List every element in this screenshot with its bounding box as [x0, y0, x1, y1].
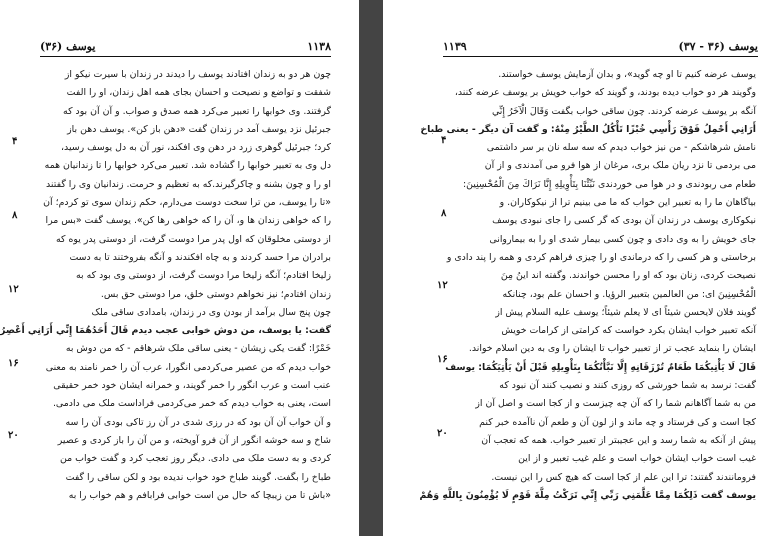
text-line: ایشان را بنماید عجب تر از تعبیر خواب تا ایشان را وی به دین اسلام خواند. [468, 343, 756, 355]
text-line: و آن خواب آن آن بود که در رزی شدی در آن رز تاکی بودی آن را سه [65, 416, 331, 428]
line-number: ۲۰ [437, 428, 448, 439]
text-line: از دوستی مخلوقان که اول پدر مرا دوست گرفت، از دوستی پدر یوه که [56, 233, 331, 245]
left-page [0, 0, 359, 536]
text-line: را که خواهی زندان ها و، آن را که خواهی رها کن». یوسف گفت «بس مرا [45, 215, 331, 227]
text-line: زلیخا افتادم؛ آنگه زلیخا مرا دوست گرفت، از دوستی وی بود که به [75, 270, 331, 282]
book-spine-gutter [359, 0, 383, 536]
text-line: گفت: نرسد به شما خورشی که روزی کنند و نصیب کنند آن نبود که [499, 380, 756, 392]
text-line: طباخ را بگفت. گویند طباخ خود خواب ندیده بود و لکن ساقی را گفت [65, 471, 331, 483]
line-number: ۸ [441, 208, 447, 219]
text-line: یوسف عرضه کنیم تا او چه گوید»، و بدان آزمایش یوسف خواستند. [498, 69, 756, 80]
text-line: زندان افتادم؛ نیز نخواهم دوستی خلق، مرا دوستی حق بس. [100, 288, 331, 300]
text-line: خواب دیدم که من عصیر می‌کردمی انگورا، عرب آن را خمر نامند به معنی [45, 361, 331, 373]
text-line: الْمُحْسِنِينَ ای: من العالمین بتعبیر الرؤیا. و احسان علم بود، چنانکه [502, 288, 756, 300]
line-number: ۱۲ [437, 280, 448, 291]
right-page-number: ۱۱۳۹ [443, 40, 467, 53]
text-line: خَمْرًا: گفت یکی زیشان - یعنی ساقی ملک شرهاقم - که من دوش به [65, 343, 331, 355]
text-line: گفت: یا یوسف، من دوش خوابی عجب دیدم قَالَ أَحَدُهُمَا إِنِّي أَرَانِي أَعْصِرُ [0, 325, 331, 337]
text-line: نصیحت کردی، زنان بود که او را محسن خواندند. وگفته اند اینُ مِنَ [500, 270, 756, 282]
right-running-title: یوسف (۳۶ - ۳۷) [678, 40, 758, 53]
text-line: نامش شرهاشکم - من نیز خواب دیدم که سه سله نان بر سر داشتمی [486, 142, 756, 154]
left-page-number: ۱۱۳۸ [307, 40, 331, 53]
text-line: گرفتند. وی خوابها را تعبیر می‌کرد همه صدق و صواب. و آن آن بود که [63, 105, 331, 117]
text-line: برادران مرا حسد کردند و به چاه افکندند و آنگه بفروختند تا به دست [69, 251, 331, 263]
text-line: دل وی به تعبیر خوابها را گشاده شد. تعبیر می‌کرد خوابها را تا زندانیان همه [44, 160, 331, 172]
text-line: برخاستی و هر کسی را که درماندی او را چیزی فراهم کردی و همه را پند دادی و [446, 251, 756, 263]
text-line: یوسف گفت ذَلِكُمَا مِمَّا عَلَّمَنِي رَبِّي إِنِّي تَرَكْتُ مِلَّةَ قَوْمٍ لَا يُؤْمِنُونَ بِاللَّهِ وَهُمْ [419, 489, 756, 501]
line-number: ۸ [12, 210, 18, 221]
text-line: جای خویش را به وی دادی و چون کسی بیمار شدی او را به بیماروانی [489, 233, 756, 245]
text-line: کرد؛ جبرئیل گوهری زرد در دهن وی افکند، نور آن به دل یوسف رسید، [61, 142, 331, 154]
text-line: او را و چون بشنه و چاکرگیرند.که به تعظیم و حرمت. زندانیان وی را گفتند [46, 178, 331, 190]
line-number: ۴ [12, 136, 18, 147]
text-line: «باش تا من زیبچا که حال من است خوابی فرابافم و هم خواب را به [68, 489, 331, 501]
left-page-header [40, 40, 331, 57]
line-number: ۱۲ [8, 284, 19, 295]
line-number: ۱۶ [437, 354, 448, 365]
text-line: آنگه بر یوسف عرضه کردند. چون ساقی خواب بگفت وَقَالَ الْآخَرُ إِنِّي [491, 105, 756, 117]
text-line: بیاگاهان ما را به تعبیر این خواب که ما می بینیم ترا از نیکوکاران. و [499, 197, 756, 209]
text-line: من به شما آگاهانم شما را که آن چه چیزست و از کجا است و اصل آن از [475, 398, 756, 410]
text-line: قَالَ لَا يَأْتِيكُمَا طَعَامٌ تُرْزَقَانِهِ إِلَّا نَبَّأْتُكُمَا بِتَأْوِيلِهِ قَبْلَ أَنْ يَأْتِيَكُمَا: یوسف [445, 361, 756, 373]
text-line: چون پنج سال برآمد از بودن وی در زندان، بامدادی ساقی ملک [91, 306, 331, 318]
text-line: «تا را یوسف، من ترا سخت دوست می‌دارم، حکم زندان سوی تو کردم؛ آن [43, 197, 331, 209]
text-line: شفقت و تواضع و نصیحت و احسان بجای همه اهل زندان، او را الفت [66, 87, 331, 99]
left-running-title: یوسف (۳۶) [40, 40, 96, 53]
text-line: شاخ و سه خوشه انگور از آن فرو آویخته، و من آن را باز کردی و عصیر [57, 434, 331, 446]
text-line: گویند فلان لایحسن شیئاً ای لا یعلم شیئاً؛ یوسف علیه السلام پیش از [495, 306, 756, 318]
text-line: است، یعنی به خواب دیدم که خمر می‌کردمی فراداست ملک می دادمی. [52, 398, 331, 410]
line-number: ۴ [441, 135, 447, 146]
text-line: می بردمی تا نزد ریان ملک بری، مرغان از هوا فرو می آمدندی و از آن [484, 160, 756, 172]
text-line: وگویند هر دو خواب دیده بودند، و گویند که خواب خویش بر یوسف عرضه کنند، [454, 87, 756, 99]
text-line: طعام می ربودندی و در هوا می خوردندی نَبِّئْنَا بِتَأْوِيلِهِ إِنَّا نَرَاكَ مِنَ الْمُحْسِنِينَ: [462, 178, 756, 190]
text-line: أَرَانِي أَحْمِلُ فَوْقَ رَأْسِي خُبْزًا تَأْكُلُ الطَّيْرُ مِنْهُ: و گفت آن دیگر - یعنی طباخ [420, 123, 756, 135]
line-number: ۱۶ [8, 358, 19, 369]
line-number: ۲۰ [8, 430, 19, 441]
text-line: غیب است خواب ایشان خواب است و علم غیب تعبیر و از این [518, 453, 756, 465]
text-line: پیش از آنکه به شما رسد و این عجیبتر از تعبیر خواب. همه که تعجب آن [481, 434, 756, 446]
text-line: جبرئیل نزد یوسف آمد در زندان گفت «دهن باز کن». یوسف دهن باز [67, 123, 331, 135]
text-line: آنکه تعبیر خواب ایشان بکرد خواست که کرامتی از کرامات خویش [501, 325, 756, 337]
right-page-header [443, 40, 758, 57]
text-line: فرومانندند گفتند: ترا این علم از کجا است که هیچ کس را این نیست. [491, 471, 756, 483]
text-line: کجا است و کی فرستاد و چه ماند و از لون آن و طعم آن ناآمده خبر کنم [479, 416, 756, 428]
text-line: عنب است و عرب انگور را خمر گویند، و خمرانه ایشان خود خمر حقیقی [53, 380, 331, 392]
right-page [383, 0, 768, 536]
text-line: نیکوکاری یوسف در زندان آن بودی که گر کسی را جای نبودی یوسف [492, 215, 756, 227]
text-line: کردی و به دست ملک می دادی. دیگر روز تعجب کرد و گفت خواب من [60, 453, 331, 465]
text-line: چون هر دو به زندان افتادند یوسف را دیدند در زندان با سیرت نیکو از [64, 69, 331, 80]
